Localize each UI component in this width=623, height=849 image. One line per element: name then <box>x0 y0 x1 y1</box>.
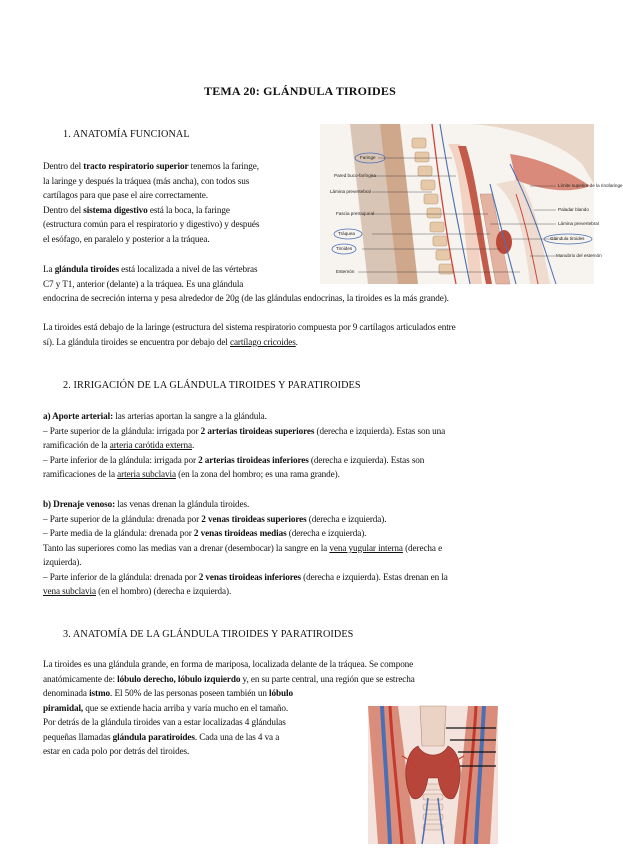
figure-label-left-1: Faringe <box>360 155 376 160</box>
page-title: TEMA 20: GLÁNDULA TIROIDES <box>203 84 396 98</box>
venous-drainage-block: b) Drenaje venoso: las venas drenan la glándula tiroides. – Parte superior de la glándula: drenada por 2 venas tiroideas superiores (derecha e izquierda). – Parte media de la glándula: drenada por 2 venas tiroideas medias (derecha e izquierda). Tanto las superiores como las medias van a drenar (desembocar) la sangre en la vena yugular interna (derecha e izquierda). – Parte inferior de la glándula: drenada por 2 venas tiroideas inferiores (derecha e izquierda). Estas drenan en la vena subclavia (en el hombro) (derecha e izquierda). <box>43 499 448 596</box>
section-1-heading: 1. ANATOMÍA FUNCIONAL <box>63 129 190 140</box>
figure-label-left-4: Fascia pretraqueal <box>336 211 375 216</box>
figure-label-left-5: Tráquea <box>338 231 355 236</box>
section-1-paragraph-1: Dentro del tracto respiratorio superior tenemos la faringe, la laringe y después la tráquea (más ancha), con todos sus cartílagos para que pase el aire correctamente. Dentro del sistema digestivo está la boca, la faringe (estructura común para el respiratorio y digestivo) y después el esófago, en paralelo y posterior a la tráquea. <box>43 161 260 244</box>
figure-label-left-2: Pared buco-faríngea <box>334 173 376 178</box>
section-2-heading: 2. IRRIGACIÓN DE LA GLÁNDULA TIROIDES Y PARATIROIDES <box>63 380 361 391</box>
thyroid-anterior-figure <box>368 706 498 844</box>
figure-label-right-5: Manubrio del esternón <box>556 253 602 258</box>
figure-label-right-2: Paladar blando <box>558 207 589 212</box>
section-1-paragraph-2: La glándula tiroides está localizada a nivel de las vértebras C7 y T1, anterior (delante) a la tráquea. Es una glándula endocrina de secreción interna y pesa alrededor de 20g (de las glándulas endocrinas, la tiroides es la más grande). <box>43 264 449 303</box>
figure-label-left-6: Tiroides <box>336 246 353 251</box>
section-1-paragraph-3: La tiroides está debajo de la laringe (estructura del sistema respiratorio compuesta por 9 cartílagos articulados entre sí). La glándula tiroides se encuentra por debajo del cartílago cricoides. <box>43 322 456 347</box>
figure-label-left-7: Esternón <box>336 269 355 274</box>
section-3-paragraph: La tiroides es una glándula grande, en forma de mariposa, localizada delante de la tráquea. Se compone anatómicamente de: lóbulo derecho, lóbulo izquierdo y, en su parte central, una región que se estrecha denominada istmo. El 50% de las personas poseen también un lóbulo piramidal, que se extiende hacia arriba y varía mucho en el tamaño. Por detrás de la glándula tiroides van a estar localizadas 4 glándulas pequeñas llamadas glándula paratiroides. Cada una de las 4 va a estar en cada polo por detrás del tiroides. <box>43 659 415 756</box>
figure-label-right-4: Glándula tiroides <box>550 236 585 241</box>
thyroid-anterior-illustration <box>368 706 498 844</box>
figure-label-left-3: Lámina prevertebral <box>330 189 371 194</box>
figure-label-right-3: Lámina prevertebral <box>558 221 599 226</box>
arterial-supply-block: a) Aporte arterial: las arterias aportan la sangre a la glándula. – Parte superior de la glándula: irrigada por 2 arterias tiroideas superiores (derecha e izquierda). Estas son una ramificación de la arteria carótida externa. – Parte inferior de la glándula: irrigada por 2 arterias tiroideas inferiores (derecha e izquierda). Estas son ramificaciones de la arteria subclavia (en la zona del hombro; es una rama grande). <box>43 411 446 479</box>
sagittal-neck-illustration <box>320 124 594 284</box>
section-3-heading: 3. ANATOMÍA DE LA GLÁNDULA TIROIDES Y PARATIROIDES <box>63 629 354 640</box>
sagittal-neck-figure <box>320 124 623 284</box>
figure-label-right-1: Límite superior de la rinofaringe <box>558 183 623 188</box>
